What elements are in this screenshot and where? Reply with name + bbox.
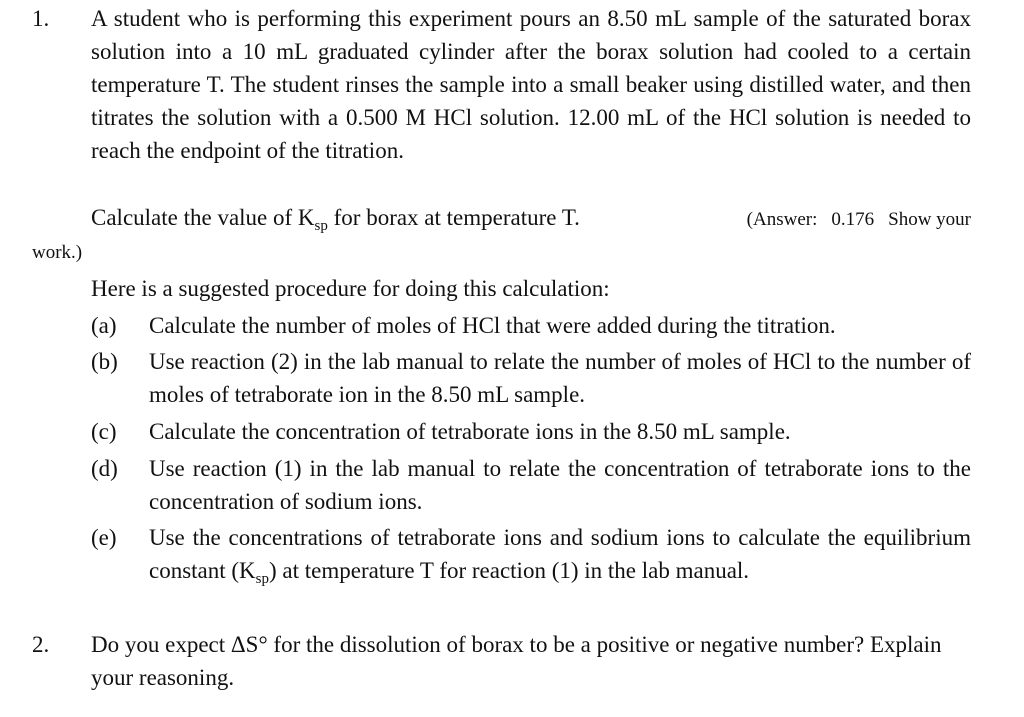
step-label: (d) <box>91 456 118 481</box>
step-text: Use reaction (2) in the lab manual to relate the number of moles of HCl to the number of moles of tetraborate ion in the 8.50 mL sample. <box>149 349 971 407</box>
step-e-text-before: Use the concentrations of tetraborate ions and sodium ions to calculate the equilibrium constant (K <box>149 525 971 583</box>
calculate-ksp-text <box>91 201 580 234</box>
step-a <box>91 309 971 342</box>
answer-label: (Answer: <box>746 209 818 230</box>
answer-note <box>747 203 971 236</box>
step-text: Calculate the concentration of tetraborate ions in the 8.50 mL sample. <box>149 419 791 444</box>
question-2-text: Do you expect ΔS° for the dissolution of borax to be a positive or negative number? Explain your reasoning. <box>91 632 942 690</box>
question-1-paragraph: A student who is performing this experiment pours an 8.50 mL sample of the saturated borax solution into a 10 mL graduated cylinder after the borax solution had cooled to a certain temperature T. The student rinses the sample into a small beaker using distilled water, and then titrates the solution with a 0.500 M HCl solution. 12.00 mL of the HCl solution is needed to reach the endpoint of the titration. <box>91 6 971 163</box>
step-label: (b) <box>91 349 118 374</box>
calc-prefix: Calculate the value of K <box>91 205 315 230</box>
show-your-text: Show your <box>888 209 971 230</box>
step-label: (a) <box>91 313 117 338</box>
step-text <box>149 521 971 587</box>
ksp-subscript: sp <box>255 571 270 587</box>
question-2-number: 2. <box>32 632 50 657</box>
step-b <box>91 345 971 411</box>
step-text: Use reaction (1) in the lab manual to relate the concentration of tetraborate ions to the concentration of sodium ions. <box>149 456 971 514</box>
step-c <box>91 415 971 448</box>
work-text: work.) <box>32 242 83 263</box>
ksp-subscript: sp <box>314 218 328 234</box>
calculate-ksp-line <box>91 201 971 236</box>
step-d <box>91 452 971 518</box>
answer-value: 0.176 <box>831 209 875 230</box>
step-label: (c) <box>91 419 117 444</box>
step-label: (e) <box>91 525 117 550</box>
step-text: Calculate the number of moles of HCl that were added during the titration. <box>149 313 836 338</box>
procedure-intro: Here is a suggested procedure for doing this calculation: <box>91 276 610 301</box>
step-e <box>91 521 971 587</box>
step-e-text-after: ) at temperature T for reaction (1) in the lab manual. <box>269 558 750 583</box>
calc-suffix: for borax at temperature T. <box>327 205 580 230</box>
question-1-number: 1. <box>32 6 50 31</box>
